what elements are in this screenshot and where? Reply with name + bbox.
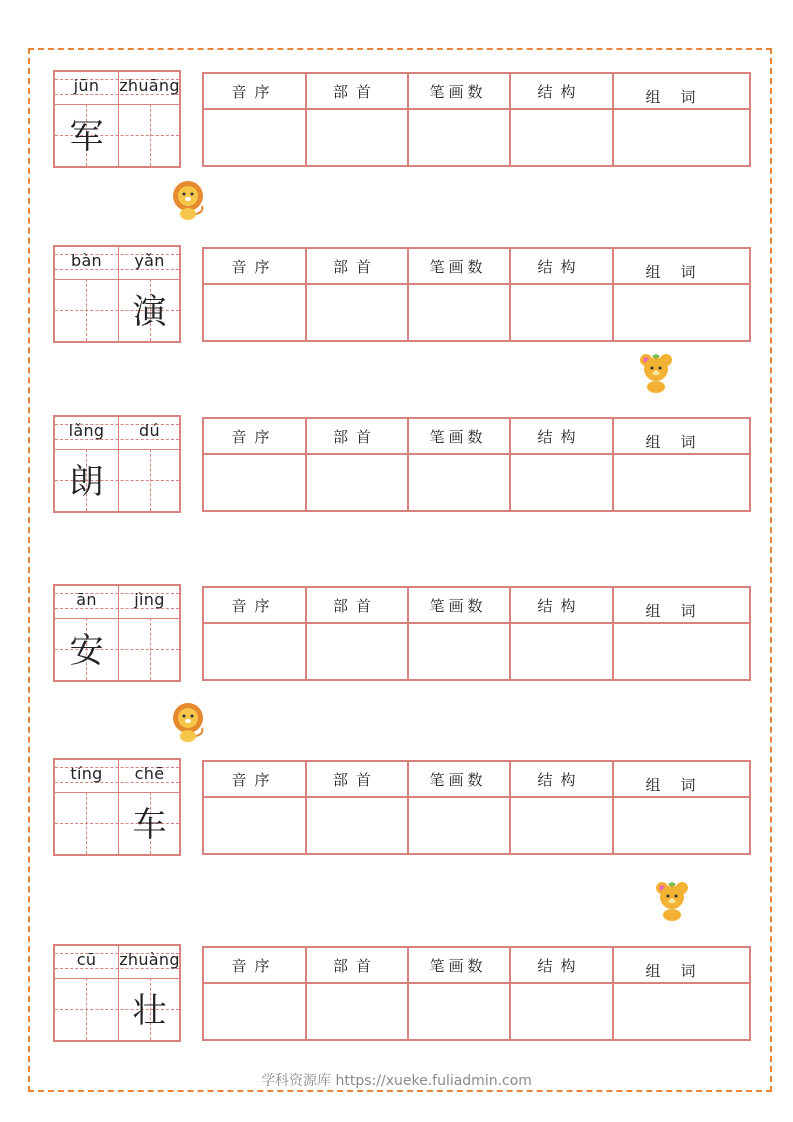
hanzi-2: 壮	[132, 991, 167, 1031]
header-zuci: 组词	[645, 962, 716, 980]
pinyin-grid	[53, 245, 181, 343]
header-bihuashu: 笔画数	[429, 771, 487, 789]
page-border	[28, 48, 772, 1092]
header-bihuashu: 笔画数	[429, 258, 487, 276]
header-jiegou: 结构	[537, 597, 584, 615]
info-table	[202, 417, 751, 512]
pinyin-1: cū	[76, 950, 97, 969]
header-bihuashu: 笔画数	[429, 428, 487, 446]
info-table	[202, 247, 751, 342]
info-table	[202, 946, 751, 1041]
header-jiegou: 结构	[537, 258, 584, 276]
character-row-2	[0, 245, 793, 345]
hanzi-1: 安	[69, 631, 104, 671]
hanzi-2[interactable]	[118, 622, 181, 680]
header-bihuashu: 笔画数	[429, 957, 487, 975]
header-yinxu: 音序	[231, 428, 278, 446]
hanzi-1: 朗	[69, 462, 104, 502]
lion-icon	[166, 178, 210, 222]
header-yinxu: 音序	[231, 771, 278, 789]
character-row-6	[0, 944, 793, 1044]
header-bushou: 部首	[332, 597, 379, 615]
pinyin-1: lǎng	[68, 421, 105, 440]
footer-source: 学科资源库 https://xueke.fuliadmin.com	[261, 1073, 532, 1089]
info-table	[202, 586, 751, 681]
character-row-1	[0, 70, 793, 170]
hanzi-1[interactable]	[55, 283, 118, 341]
pinyin-2: zhuāng	[119, 76, 180, 95]
header-yinxu: 音序	[231, 597, 278, 615]
hanzi-2[interactable]	[118, 453, 181, 511]
pinyin-1: tíng	[70, 764, 103, 783]
character-row-5	[0, 758, 793, 858]
info-table	[202, 72, 751, 167]
header-bushou: 部首	[332, 83, 379, 101]
pinyin-1: ān	[76, 590, 97, 609]
bear-icon	[634, 350, 678, 394]
hanzi-2: 车	[132, 805, 167, 845]
hanzi-1[interactable]	[55, 982, 118, 1040]
info-table	[202, 760, 751, 855]
bear-icon	[650, 878, 694, 922]
hanzi-2[interactable]	[118, 108, 181, 166]
hanzi-1: 军	[69, 117, 104, 157]
lion-icon	[166, 700, 210, 744]
hanzi-1[interactable]	[55, 796, 118, 854]
header-zuci: 组词	[645, 776, 716, 794]
header-jiegou: 结构	[537, 428, 584, 446]
header-zuci: 组词	[645, 263, 716, 281]
header-bushou: 部首	[332, 771, 379, 789]
pinyin-2: zhuàng	[119, 950, 180, 969]
header-zuci: 组词	[645, 602, 716, 620]
hanzi-2: 演	[132, 292, 167, 332]
pinyin-2: yǎn	[134, 251, 165, 270]
pinyin-grid	[53, 70, 181, 168]
header-bushou: 部首	[332, 957, 379, 975]
header-zuci: 组词	[645, 88, 716, 106]
pinyin-grid	[53, 584, 181, 682]
pinyin-1: jūn	[73, 76, 100, 95]
header-bihuashu: 笔画数	[429, 83, 487, 101]
pinyin-grid	[53, 415, 181, 513]
header-jiegou: 结构	[537, 957, 584, 975]
header-yinxu: 音序	[231, 957, 278, 975]
character-row-4	[0, 584, 793, 684]
pinyin-grid	[53, 944, 181, 1042]
header-bihuashu: 笔画数	[429, 597, 487, 615]
header-bushou: 部首	[332, 428, 379, 446]
pinyin-1: bàn	[70, 251, 102, 270]
header-yinxu: 音序	[231, 258, 278, 276]
header-yinxu: 音序	[231, 83, 278, 101]
character-row-3	[0, 415, 793, 515]
header-jiegou: 结构	[537, 771, 584, 789]
header-jiegou: 结构	[537, 83, 584, 101]
header-bushou: 部首	[332, 258, 379, 276]
header-zuci: 组词	[645, 433, 716, 451]
pinyin-2: chē	[134, 764, 165, 783]
pinyin-2: dú	[139, 421, 160, 440]
pinyin-2: jìng	[134, 590, 165, 609]
pinyin-grid	[53, 758, 181, 856]
